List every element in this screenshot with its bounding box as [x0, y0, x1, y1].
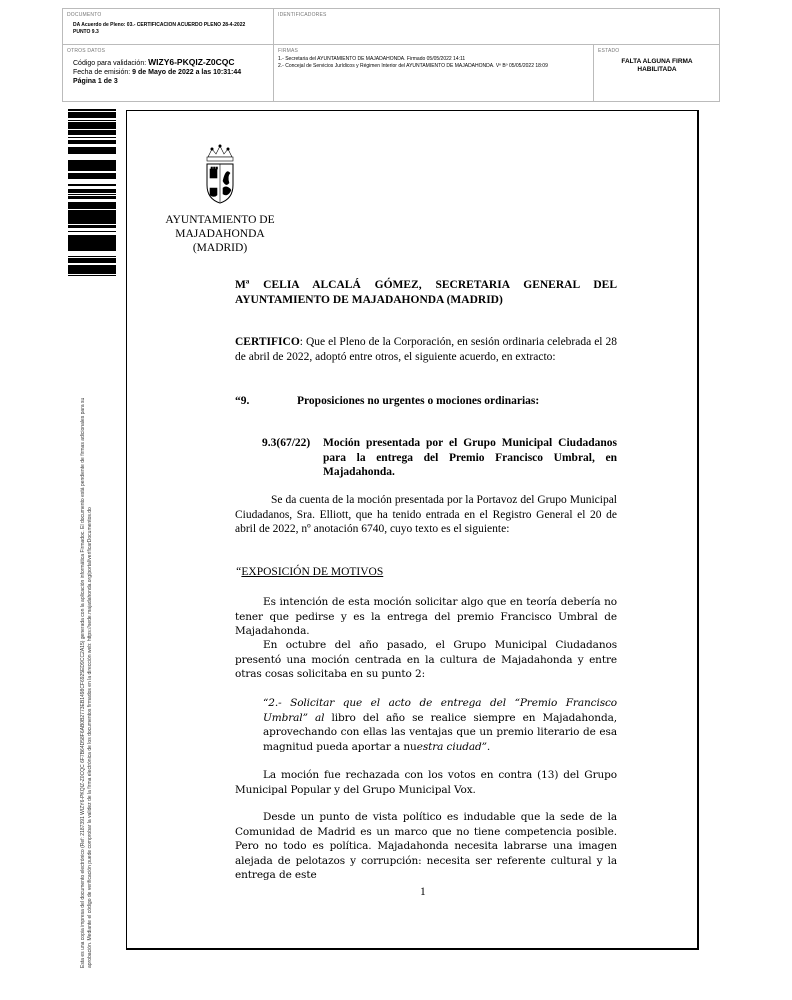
org-line3: (MADRID): [192, 242, 248, 254]
exposicion-heading: [235, 565, 617, 580]
exposicion-quote: “: [235, 566, 242, 578]
subpoint-heading: [235, 436, 617, 480]
estado-value: FALTA ALGUNA FIRMA HABILITADA: [621, 58, 693, 73]
documento-cell: [63, 9, 274, 45]
paragraph-3: En octubre del año pasado, el Grupo Municipal Ciudadanos presentó una moción centrada en la cultura de Majadahonda y entre otras cosas solicitaba en su punto 2:: [235, 639, 617, 680]
estado-label: ESTADO: [598, 48, 620, 54]
subpoint-title: Moción presentada por el Grupo Municipal Ciudadanos para la entrega del Premio Francisco Umbral, en Majadahonda.: [323, 437, 617, 478]
identificadores-label: IDENTIFICADORES: [278, 12, 327, 18]
point-9-heading: [235, 394, 617, 409]
page-number: 1: [420, 886, 426, 898]
certifico-paragraph: [235, 335, 617, 364]
org-line1: AYUNTAMIENTO DE: [165, 214, 275, 226]
pagina: Página 1 de 3: [73, 78, 118, 85]
quote-rest: libro del año se realice siempre en Majadahonda, aprovechando con ellas las ventajas que un premio literario de esa magnitud pueda aportar a nu: [263, 711, 617, 753]
side-text-line2: aprobación. Mediante el código de verificación puede comprobar la validez de la firma electrónica de los documentos firmados en la dirección web: https://sede.majadahonda.org/portal/verificarDocumentos.do: [86, 507, 93, 968]
certifico-text: : Que el Pleno de la Corporación, en sesión ordinaria celebrada el 28 de abril de 2022, adoptó entre otros, el siguiente acuerdo, en extracto:: [235, 336, 617, 363]
identificadores-cell: [274, 9, 720, 45]
firmas-label: FIRMAS: [278, 48, 299, 54]
document-header: [62, 8, 720, 102]
side-text-line1: Esta es una copia impresa del documento electrónico (Ref: 2187391 WIZY6-PKQIZ-Z0CQC 6F7B64D58F6AB0B2773EB1498CF6925ED9CC2A15) generada con la aplicación informática Firmadoc. El documento está pendiente de firmas adicionales para su: [80, 397, 86, 968]
estado-cell: [594, 45, 720, 102]
paragraph-5: Desde un punto de vista político es indudable que la sede de la Comunidad de Madrid es un marco que no tiene competencia posible. Pero no todo es política. Majadahonda necesita labrarse una imagen alejada de pelotazos y corrupción: necesita ser referente cultural y la entrega de este: [235, 811, 617, 881]
organization-name: [150, 213, 290, 255]
barcode-image: [68, 108, 116, 280]
paragraph-4: La moción fue rechazada con los votos en contra (13) del Grupo Municipal Popular y del Grupo Municipal Vox.: [235, 769, 617, 796]
paragraph-1: Se da cuenta de la moción presentada por la Portavoz del Grupo Municipal Ciudadanos, Sra. Elliott, que ha tenido entrada en el Registro General el 20 de abril de 2022, nº anotación 6740, cuyo texto es el siguiente:: [235, 494, 617, 535]
fecha-value: 9 de Mayo de 2022 a las 10:31:44: [132, 69, 242, 76]
coat-of-arms-logo: [200, 143, 240, 207]
codigo-label: Código para validación:: [73, 60, 147, 67]
org-line2: MAJADAHONDA: [175, 228, 265, 240]
firmas-cell: [274, 45, 594, 102]
exposicion-title: EXPOSICIÓN DE MOTIVOS: [241, 566, 384, 578]
subpoint-number: 9.3(67/22): [262, 437, 311, 449]
side-verification-text: [80, 288, 93, 968]
paragraph-2: Es intención de esta moción solicitar algo que en teoría debería no tener que pedirse y es la entrega del premio Francisco Umbral de Majadahonda.: [235, 596, 617, 637]
codigo-validacion: [73, 58, 235, 68]
otros-datos-cell: [63, 45, 274, 102]
firma-2: 2.- Concejal de Servicios Jurídicos y Régimen Interior del AYUNTAMIENTO DE MAJADAHONDA. Vº Bº 05/05/2022 18:09: [278, 63, 548, 69]
quoted-request: [263, 696, 617, 754]
firma-1: 1.- Secretaria del AYUNTAMIENTO DE MAJADAHONDA. Firmado 05/05/2022 14:11: [278, 56, 466, 62]
fecha-emision: [73, 69, 241, 77]
quote-italic: “2.- Solicitar que el acto de entrega del “Premio Francisco Umbral” al: [263, 697, 617, 724]
codigo-value: WIZY6-PKQIZ-Z0CQC: [148, 57, 235, 67]
fecha-label: Fecha de emisión:: [73, 69, 131, 76]
point-number: “9.: [235, 395, 250, 407]
otros-datos-label: OTROS DATOS: [67, 48, 106, 54]
secretary-heading: Mª CELIA ALCALÁ GÓMEZ, SECRETARIA GENERAL DEL AYUNTAMIENTO DE MAJADAHONDA (MADRID): [235, 279, 617, 306]
quote-end-italic: estra ciudad”.: [416, 740, 491, 753]
certifico-bold: CERTIFICO: [235, 336, 300, 348]
documento-value: DA Acuerdo de Pleno: 03.- CERTIFICACION ACUERDO PLENO 28-4-2022 PUNTO 9.3: [73, 22, 246, 35]
documento-label: DOCUMENTO: [67, 12, 102, 18]
point-title: Proposiciones no urgentes o mociones ordinarias:: [297, 395, 540, 407]
